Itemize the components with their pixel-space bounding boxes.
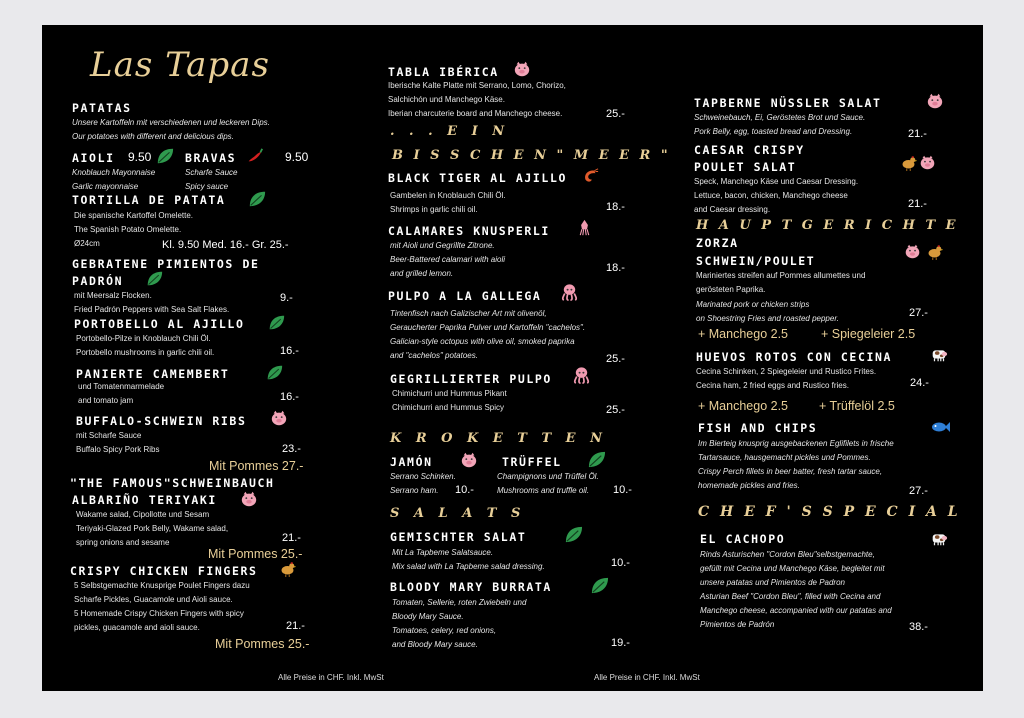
leaf-icon [590,576,609,595]
item-extra-trueffeloel: + Trüffelöl 2.5 [819,399,895,413]
item-desc: Salchichón und Manchego Käse. [388,95,505,104]
item-desc: mit Aioli und Gegrillte Zitrone. [390,241,495,250]
item-desc: and grilled lemon. [390,269,454,278]
footer-note: Alle Preise in CHF. Inkl. MwSt [278,673,384,682]
item-desc: Ø24cm [74,239,100,248]
item-desc: Gambelen in Knoblauch Chili Öl. [390,191,506,200]
item-price: 24.- [910,377,929,389]
item-desc: Scharfe Pickles, Guacamole und Aioli sauce. [74,595,233,604]
item-desc: Unsere Kartoffeln mit verschiedenen und leckeren Dips. [72,118,270,127]
cow-icon [930,345,948,363]
item-desc: und Tomatenmarmelade [78,382,165,391]
item-desc: Spicy sauce [185,182,229,191]
chicken-icon [279,560,296,577]
pig-icon [926,92,944,110]
item-desc: Tomaten, Sellerie, roten Zwiebeln und [392,598,527,607]
item-desc: The Spanish Potato Omelette. [74,225,182,234]
footer-note: Alle Preise in CHF. Inkl. MwSt [594,673,700,682]
item-price: 38.- [909,621,928,633]
item-price: 10.- [455,484,474,496]
item-desc: mit Meersalz Flocken. [74,291,152,300]
item-desc: Die spanische Kartoffel Omelette. [74,211,194,220]
pig-icon [460,451,478,469]
section-title-salats: S A L A T S [390,506,526,521]
item-price: 18.- [606,201,625,213]
item-extra-price: Mit Pommes 27.- [209,459,304,473]
item-desc: mit Scharfe Sauce [76,431,142,440]
item-desc: Serrano Schinken. [390,472,456,481]
fish-icon [930,417,950,437]
item-desc: Knoblauch Mayonnaise [72,168,156,177]
item-name-nussler: TAPBERNE NÜSSLER SALAT [694,96,882,110]
item-name-gemischter: GEMISCHTER SALAT [390,530,527,544]
item-name-huevos: HUEVOS ROTOS CON CECINA [696,350,893,364]
chicken-icon [900,154,917,171]
item-name-pimientos: GEBRATENE PIMIENTOS DE [72,257,260,271]
item-desc: Our potatoes with different and delicious dips. [72,132,234,141]
item-desc: Geraucherter Paprika Pulver und Kartoffeln "cachelos". [390,323,586,332]
item-price: 16.- [280,345,299,357]
item-desc: Teriyaki-Glazed Pork Belly, Wakame salad, [76,524,229,533]
chicken-icon [926,243,943,260]
item-extra-manchego: + Manchego 2.5 [698,399,788,413]
menu-page [42,25,983,691]
section-title-las-tapas: Las Tapas [90,45,270,85]
item-desc: Portobello-Pilze in Knoblauch Chili Öl. [76,334,211,343]
item-desc: Im Bierteig knusprig ausgebackenen Eglifilets in frische [698,439,894,448]
item-desc: and "cachelos" potatoes. [390,351,478,360]
item-desc: Pimientos de Padrón [700,620,775,629]
item-price: 9.- [280,292,293,304]
cow-icon [930,529,948,547]
item-desc: Tartarsauce, hausgemacht pickles und Pommes. [698,453,871,462]
item-desc: Buffalo Spicy Pork Ribs [76,445,160,454]
item-desc: Chimichurri und Hummus Pikant [392,389,507,398]
pig-icon [513,60,531,78]
item-name-ribs: BUFFALO-SCHWEIN RIBS [76,414,247,428]
item-name-aioli: AIOLI [72,151,115,165]
item-price: 25.- [606,404,625,416]
item-desc: Rinds Asturischen "Cordon Bleu"selbstgemachte, [700,550,875,559]
item-desc: Iberische Kalte Platte mit Serrano, Lomo, Chorizo, [388,81,566,90]
item-desc: Champignons und Trüffel Öl. [497,472,599,481]
item-desc: Schweinebauch, Ei, Geröstetes Brot und Sauce. [694,113,866,122]
item-desc: and Bloody Mary sauce. [392,640,478,649]
item-desc: Wakame salad, Cipollotte und Sesam [76,510,210,519]
item-desc: Beer-Battered calamari with aioli [390,255,506,264]
item-name-tabla: TABLA IBÉRICA [388,65,499,79]
item-desc: pickles, guacamole and aioli sauce. [74,623,200,632]
item-desc: Serrano ham. [390,486,439,495]
item-desc: Garlic mayonnaise [72,182,139,191]
item-desc: unsere patatas und Pimientos de Padron [700,578,845,587]
item-price: 16.- [280,391,299,403]
item-desc: Speck, Manchego Käse und Caesar Dressing. [694,177,859,186]
item-desc: Cecina Schinken, 2 Spiegeleier und Rustico Frites. [696,367,877,376]
item-desc: spring onions and sesame [76,538,170,547]
item-desc: Iberian charcuterie board and Manchego cheese. [388,109,563,118]
item-price: 9.50 [285,150,309,164]
item-desc: Galician-style octopus with olive oil, smoked paprika [390,337,575,346]
leaf-icon [146,270,163,287]
item-price: 10.- [611,557,630,569]
pig-icon [270,409,288,427]
item-name-burrata: BLOODY MARY BURRATA [390,580,552,594]
item-name-pulpo: PULPO A LA GALLEGA [388,289,542,303]
item-name-cachopo: EL CACHOPO [700,532,786,546]
item-desc: and Caesar dressing. [694,205,771,214]
item-desc: Marinated pork or chicken strips [696,300,810,309]
item-name-fish: FISH AND CHIPS [698,421,818,435]
leaf-icon [564,525,583,544]
item-desc: Shrimps in garlic chili oil. [390,205,478,214]
item-price: 19.- [611,637,630,649]
item-name-fingers: CRISPY CHICKEN FINGERS [70,564,258,578]
pig-icon [904,243,921,260]
item-name-portobello: PORTOBELLO AL AJILLO [74,317,245,331]
item-desc: Scharfe Sauce [185,168,238,177]
item-name-tortilla: TORTILLA DE PATATA [72,193,226,207]
pig-icon [240,490,258,508]
item-desc: Mix salad with La Tapbeme salad dressing. [392,562,545,571]
item-name-gegrilliert: GEGRILLIERTER PULPO [390,372,552,386]
item-desc: Tomatoes, celery, red onions, [392,626,497,635]
item-price: 25.- [606,108,625,120]
item-extra-price: Mit Pommes 25.- [208,547,303,561]
item-price: 21.- [908,198,927,210]
leaf-icon [587,450,606,469]
item-name-calamares: CALAMARES KNUSPERLI [388,224,550,238]
item-desc: Mariniertes streifen auf Pommes allumettes und [696,271,866,280]
octopus-icon [572,366,591,385]
item-desc: gefüllt mit Cecina und Manchego Käse, begleitet mit [700,564,885,573]
item-name-zorza: ZORZA [696,236,739,250]
item-desc: Tintenfisch nach Galizischer Art mit olivenöl, [390,309,547,318]
item-price: 25.- [606,353,625,365]
leaf-icon [266,364,283,381]
chili-icon [246,147,264,165]
item-desc: Manchego cheese, accompanied with our patatas and [700,606,892,615]
item-desc: and tomato jam [78,396,134,405]
leaf-icon [156,147,174,165]
item-desc: Pork Belly, egg, toasted bread and Dressing. [694,127,853,136]
item-price: 9.50 [128,150,152,164]
shrimp-icon [581,167,599,185]
item-name-camembert: PANIERTE CAMEMBERT [76,367,230,381]
item-desc: Portobello mushrooms in garlic chili oil. [76,348,215,357]
item-desc: Mit La Tapbeme Salatsauce. [392,548,494,557]
item-desc: 5 Selbstgemachte Knusprige Poulet Fingers dazu [74,581,250,590]
octopus-icon [560,283,579,302]
item-price: 10.- [613,484,632,496]
item-name-jamon: JAMÓN [390,455,433,469]
leaf-icon [268,314,285,331]
leaf-icon [248,190,266,208]
item-price: 21.- [286,620,305,632]
item-name-tiger: BLACK TIGER AL AJILLO [388,171,567,185]
item-price: 23.- [282,443,301,455]
item-name-patatas: PATATAS [72,101,132,115]
item-price: 27.- [909,485,928,497]
item-desc: Crispy Perch fillets in beer batter, fresh tartar sauce, [698,467,883,476]
item-desc: Lettuce, bacon, chicken, Manchego cheese [694,191,848,200]
item-price: 27.- [909,307,928,319]
item-desc: homemade pickles and fries. [698,481,800,490]
item-desc: Bloody Mary Sauce. [392,612,464,621]
item-name-caesar: CAESAR CRISPY [694,143,805,157]
item-extra-spiegeleier: + Spiegeleier 2.5 [821,327,916,341]
item-desc: Chimichurri and Hummus Spicy [392,403,505,412]
section-title-hauptgerichte: H A U P T G E R I C H T E [696,218,959,233]
item-price: 21.- [282,532,301,544]
squid-icon [576,219,593,236]
item-desc: gerösteten Paprika. [696,285,766,294]
item-name-schweinbauch-line2: ALBARIÑO TERIYAKI [72,493,217,507]
item-desc: Cecina ham, 2 fried eggs and Rustico fries. [696,381,849,390]
section-title-ein: . . . E I N [390,124,510,139]
item-desc: Asturian Beef "Cordon Bleu", filled with Cecina and [700,592,881,601]
item-price: Kl. 9.50 Med. 16.- Gr. 25.- [162,239,289,251]
item-name-zorza-line2: SCHWEIN/POULET [696,254,816,268]
item-desc: 5 Homemade Crispy Chicken Fingers with spicy [74,609,244,618]
item-name-pimientos-line2: PADRÓN [72,274,124,288]
item-name-caesar-line2: POULET SALAT [694,160,797,174]
section-title-meer: B I S S C H E N " M E E R " [392,148,671,163]
section-title-chefs-special: C H E F ' S S P E C I A L [698,504,961,520]
item-name-schweinbauch: "THE FAMOUS"SCHWEINBAUCH [70,476,275,490]
item-desc: Fried Padrón Peppers with Sea Salt Flakes. [74,305,230,314]
item-desc: on Shoestring Fries and roasted pepper. [696,314,839,323]
item-extra-manchego: + Manchego 2.5 [698,327,788,341]
pig-icon [919,154,936,171]
item-price: 21.- [908,128,927,140]
item-price: 18.- [606,262,625,274]
item-extra-price: Mit Pommes 25.- [215,637,310,651]
item-desc: Mushrooms and truffle oil. [497,486,590,495]
item-name-trueffel: TRÜFFEL [502,455,562,469]
item-name-bravas: BRAVAS [185,151,237,165]
section-title-kroketten: K R O K E T T E N [390,431,607,446]
